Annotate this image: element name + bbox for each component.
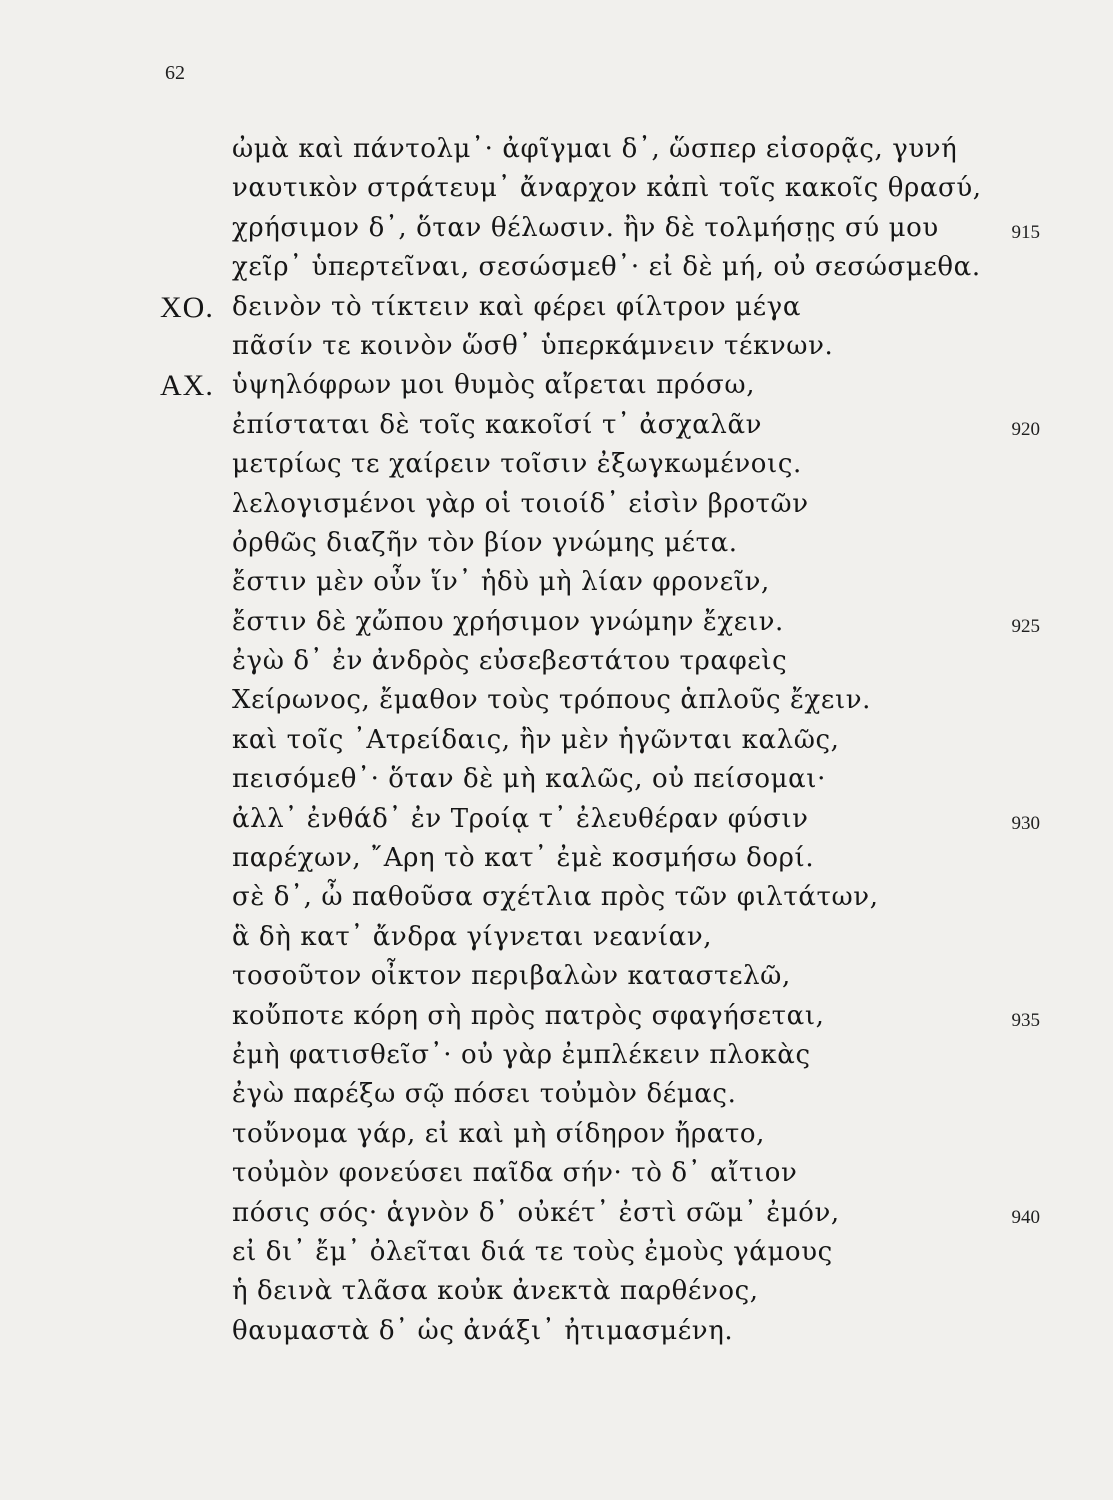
verse-line bbox=[160, 366, 1040, 405]
verse-line bbox=[160, 1272, 1040, 1311]
verse-line bbox=[160, 406, 1040, 445]
verse-line bbox=[160, 524, 1040, 563]
verse-text: ἔστιν μὲν οὖν ἵν᾽ ἡδὺ μὴ λίαν φρονεῖν, bbox=[232, 567, 770, 598]
verse-text: ἐμὴ φατισθεῖσ᾽· οὐ γὰρ ἐμπλέκειν πλοκὰς bbox=[232, 1039, 811, 1070]
verse-line bbox=[160, 760, 1040, 799]
verse-line bbox=[160, 485, 1040, 524]
verse-line bbox=[160, 209, 1040, 248]
verse-line bbox=[160, 1115, 1040, 1154]
verse-line bbox=[160, 800, 1040, 839]
verse-text: ἡ δεινὰ τλᾶσα κοὐκ ἀνεκτὰ παρθένος, bbox=[232, 1276, 759, 1307]
verse-text: πᾶσίν τε κοινὸν ὥσθ᾽ ὑπερκάμνειν τέκνων. bbox=[232, 330, 834, 361]
verse-text: τοὐμὸν φονεύσει παῖδα σήν· τὸ δ᾽ αἴτιον bbox=[232, 1158, 798, 1189]
verse-line bbox=[160, 957, 1040, 996]
verse-line bbox=[160, 1075, 1040, 1114]
verse-text: ἃ δὴ κατ᾽ ἄνδρα γίγνεται νεανίαν, bbox=[232, 921, 713, 952]
verse-text: πόσις σός· ἁγνὸν δ᾽ οὐκέτ᾽ ἐστὶ σῶμ᾽ ἐμόν, bbox=[232, 1197, 840, 1228]
verse-line bbox=[160, 642, 1040, 681]
verse-text: Χείρωνος, ἔμαθον τοὺς τρόπους ἁπλοῦς ἔχειν. bbox=[232, 685, 872, 716]
verse-text: χεῖρ᾽ ὑπερτεῖναι, σεσώσμεθ᾽· εἰ δὲ μή, οὐ σεσώσμεθα. bbox=[232, 252, 981, 283]
verse-text: μετρίως τε χαίρειν τοῖσιν ἐξωγκωμένοις. bbox=[232, 449, 802, 480]
line-number: 925 bbox=[1011, 615, 1040, 637]
verse-line bbox=[160, 563, 1040, 602]
verse-line bbox=[160, 839, 1040, 878]
line-number: 920 bbox=[1011, 418, 1040, 440]
verse-line bbox=[160, 1312, 1040, 1351]
verse-text: ὠμὰ καὶ πάντολμ᾽· ἀφῖγμαι δ᾽, ὥσπερ εἰσορᾷς, γυνή bbox=[232, 134, 958, 164]
verse-line bbox=[160, 878, 1040, 917]
verse-text: καὶ τοῖς ᾽Ατρείδαις, ἢν μὲν ἡγῶνται καλῶς, bbox=[232, 724, 840, 755]
line-number: 940 bbox=[1011, 1206, 1040, 1228]
verse-line bbox=[160, 1036, 1040, 1075]
verse-text: λελογισμένοι γὰρ οἱ τοιοίδ᾽ εἰσὶν βροτῶν bbox=[232, 488, 809, 519]
verse-line bbox=[160, 1154, 1040, 1193]
verse-line bbox=[160, 130, 1040, 169]
verse-text: κοὔποτε κόρη σὴ πρὸς πατρὸς σφαγήσεται, bbox=[232, 1000, 825, 1031]
verse-line bbox=[160, 445, 1040, 484]
verse-line bbox=[160, 918, 1040, 957]
verse-line bbox=[160, 1233, 1040, 1272]
line-number: 935 bbox=[1011, 1009, 1040, 1031]
verse-text: σὲ δ᾽, ὦ παθοῦσα σχέτλια πρὸς τῶν φιλτάτων, bbox=[232, 882, 879, 913]
verse-block bbox=[160, 130, 1040, 1351]
verse-text: ἔστιν δὲ χὤπου χρήσιμον γνώμην ἔχειν. bbox=[232, 606, 784, 637]
speaker-label: ΑΧ. bbox=[160, 369, 214, 403]
verse-line bbox=[160, 997, 1040, 1036]
verse-line bbox=[160, 1194, 1040, 1233]
verse-text: δεινὸν τὸ τίκτειν καὶ φέρει φίλτρον μέγα bbox=[232, 291, 801, 322]
line-number: 930 bbox=[1011, 812, 1040, 834]
line-number: 915 bbox=[1011, 221, 1040, 243]
verse-line bbox=[160, 169, 1040, 208]
verse-line bbox=[160, 681, 1040, 720]
verse-text: ναυτικὸν στράτευμ᾽ ἄναρχον κἀπὶ τοῖς κακοῖς θρασύ, bbox=[232, 173, 982, 204]
verse-line bbox=[160, 288, 1040, 327]
verse-text: ἐγὼ δ᾽ ἐν ἀνδρὸς εὐσεβεστάτου τραφεὶς bbox=[232, 646, 788, 677]
verse-text: τοὔνομα γάρ, εἰ καὶ μὴ σίδηρον ἤρατο, bbox=[232, 1118, 765, 1149]
verse-text: ἐγὼ παρέξω σῷ πόσει τοὐμὸν δέμας. bbox=[232, 1079, 737, 1110]
verse-text: πεισόμεθ᾽· ὅταν δὲ μὴ καλῶς, οὐ πείσομαι· bbox=[232, 764, 826, 795]
verse-text: εἰ δι᾽ ἔμ᾽ ὀλεῖται διά τε τοὺς ἐμοὺς γάμους bbox=[232, 1236, 833, 1267]
speaker-label: ΧΟ. bbox=[160, 290, 214, 324]
verse-line bbox=[160, 327, 1040, 366]
verse-text: ἀλλ᾽ ἐνθάδ᾽ ἐν Τροίᾳ τ᾽ ἐλευθέραν φύσιν bbox=[232, 803, 809, 834]
verse-text: θαυμαστὰ δ᾽ ὡς ἀνάξι᾽ ἠτιμασμένη. bbox=[232, 1315, 734, 1346]
verse-line bbox=[160, 603, 1040, 642]
verse-text: ἐπίσταται δὲ τοῖς κακοῖσί τ᾽ ἀσχαλᾶν bbox=[232, 409, 763, 440]
verse-text: παρέχων, ῎Αρη τὸ κατ᾽ ἐμὲ κοσμήσω δορί. bbox=[232, 843, 815, 874]
page-number: 62 bbox=[165, 62, 185, 84]
verse-text: ὀρθῶς διαζῆν τὸν βίον γνώμης μέτα. bbox=[232, 527, 738, 558]
verse-line bbox=[160, 248, 1040, 287]
verse-text: ὑψηλόφρων μοι θυμὸς αἴρεται πρόσω, bbox=[232, 370, 756, 401]
verse-text: χρήσιμον δ᾽, ὅταν θέλωσιν. ἢν δὲ τολμήσῃς σύ μου bbox=[232, 212, 939, 243]
verse-line bbox=[160, 721, 1040, 760]
verse-text: τοσοῦτον οἶκτον περιβαλὼν καταστελῶ, bbox=[232, 961, 791, 992]
